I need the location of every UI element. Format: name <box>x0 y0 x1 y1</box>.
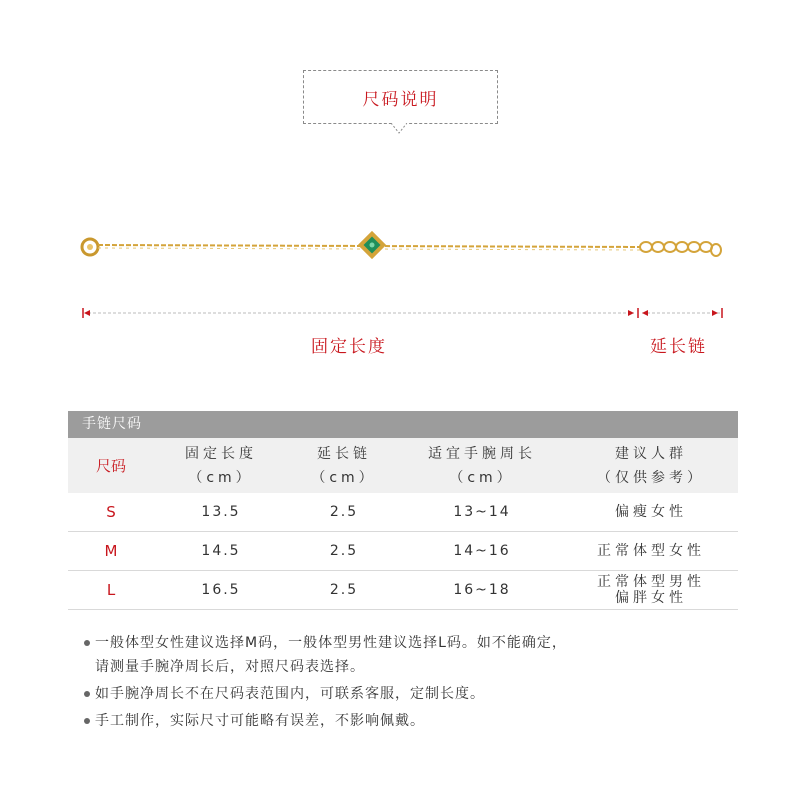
row-group: 正常体型男性 偏胖女性 <box>597 574 705 606</box>
list-item: 如手腕净周长不在尺码表范围内，可联系客服，定制长度。 <box>84 682 567 706</box>
bullet-dot-icon <box>84 640 90 646</box>
row-size: M <box>104 542 118 560</box>
header-group: 建议人群 （仅供参考） <box>597 445 705 486</box>
table-row <box>68 532 738 571</box>
notes-list <box>84 631 567 736</box>
page-title: 尺码说明 <box>362 89 439 110</box>
table-header-row <box>68 438 738 493</box>
extension-chain-label: 延长链 <box>650 337 707 357</box>
row-extension: 2.5 <box>329 582 359 598</box>
row-wrist: 14~16 <box>453 543 511 559</box>
list-item: 一般体型女性建议选择M码，一般体型男性建议选择L码。如不能确定， 请测量手腕净周长后，对照尺码表选择。 <box>84 631 567 679</box>
bracelet-illustration <box>70 222 730 272</box>
header-size: 尺码 <box>95 456 126 475</box>
header-extension: 延长链 （cm） <box>311 445 377 486</box>
row-fixed-length: 13.5 <box>201 504 241 520</box>
title-pointer-icon <box>391 123 407 135</box>
fixed-length-label: 固定长度 <box>311 337 387 357</box>
list-item: 手工制作，实际尺寸可能略有误差，不影响佩戴。 <box>84 709 567 733</box>
bullet-dot-icon <box>84 691 90 697</box>
row-extension: 2.5 <box>329 504 359 520</box>
table-row <box>68 493 738 532</box>
row-wrist: 16~18 <box>453 582 511 598</box>
dimension-arrow-icon <box>82 305 727 321</box>
row-extension: 2.5 <box>329 543 359 559</box>
bullet-dot-icon <box>84 718 90 724</box>
row-wrist: 13~14 <box>453 504 511 520</box>
row-fixed-length: 14.5 <box>201 543 241 559</box>
row-size: L <box>106 581 116 599</box>
table-row <box>68 571 738 610</box>
row-group: 偏瘦女性 <box>615 504 687 520</box>
header-fixed-length: 固定长度 （cm） <box>185 445 257 486</box>
header-wrist: 适宜手腕周长 （cm） <box>428 445 536 486</box>
table-title: 手链尺码 <box>68 411 738 438</box>
row-size: S <box>106 503 116 521</box>
size-table <box>68 411 738 610</box>
row-fixed-length: 16.5 <box>201 582 241 598</box>
size-guide-title-box <box>303 70 498 124</box>
row-group: 正常体型女性 <box>597 543 705 559</box>
